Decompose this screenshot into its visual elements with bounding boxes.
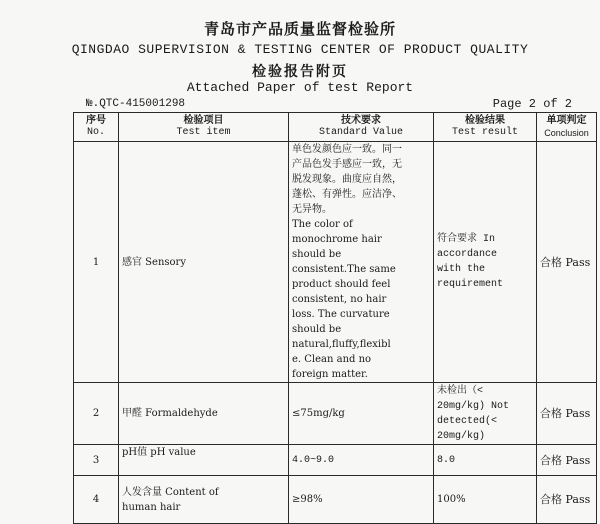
- table-row: [74, 445, 597, 476]
- standard-value: ≤75mg/kg: [289, 383, 434, 445]
- table-row: [74, 383, 597, 445]
- test-item: 人发含量 Content of human hair: [119, 476, 289, 524]
- table-header-row: [74, 113, 597, 142]
- table-row: [74, 142, 597, 383]
- standard-value: 单色发颜色应一致。同一 产品色发手感应一致，无 脱发现象。曲度应自然， 蓬松、有弹性。应洁净、 无异物。 The color of monochrome hair should be consistent.The same product should feel consistent, no hair loss. The curvature should be natural,fluffy,flexibl e. Clean and no foreign matter.: [289, 142, 434, 383]
- test-result: 未检出（< 20mg/kg) Not detected(< 20mg/kg): [434, 383, 537, 445]
- test-results-table: [73, 112, 597, 524]
- table-row: [74, 476, 597, 524]
- standard-value: 4.0~9.0: [289, 445, 434, 476]
- test-result: 8.0: [434, 445, 537, 476]
- test-result: 符合要求 In accordance with the requirement: [434, 142, 537, 383]
- standard-value: ≥98%: [289, 476, 434, 524]
- test-result: 100%: [434, 476, 537, 524]
- conclusion: 合格 Pass: [537, 383, 597, 445]
- row-number: 3: [74, 445, 119, 476]
- header-no: 序号 No.: [74, 113, 119, 142]
- conclusion: 合格 Pass: [537, 445, 597, 476]
- header-test-result: 检验结果 Test result: [434, 113, 537, 142]
- report-subtitle-cn: 检验报告附页: [252, 64, 348, 80]
- institute-title-en: QINGDAO SUPERVISION & TESTING CENTER OF PRODUCT QUALITY: [71, 42, 529, 57]
- row-number: 1: [74, 142, 119, 383]
- test-item: 感官 Sensory: [119, 142, 289, 383]
- institute-title-cn: 青岛市产品质量监督检验所: [203, 20, 396, 38]
- conclusion: 合格 Pass: [537, 142, 597, 383]
- header-test-item: 检验项目 Test item: [119, 113, 289, 142]
- row-number: 4: [74, 476, 119, 524]
- test-item: pH值 pH value: [119, 445, 289, 476]
- conclusion: 合格 Pass: [537, 476, 597, 524]
- test-item: 甲醛 Formaldehyde: [119, 383, 289, 445]
- page-indicator: Page 2 of 2: [492, 97, 572, 111]
- header-standard-value: 技术要求 Standard Value: [289, 113, 434, 142]
- report-subtitle-en: Attached Paper of test Report: [186, 80, 414, 95]
- row-number: 2: [74, 383, 119, 445]
- report-number: №.QTC-415001298: [86, 98, 186, 110]
- header-conclusion: 单项判定 Conclusion: [537, 113, 597, 142]
